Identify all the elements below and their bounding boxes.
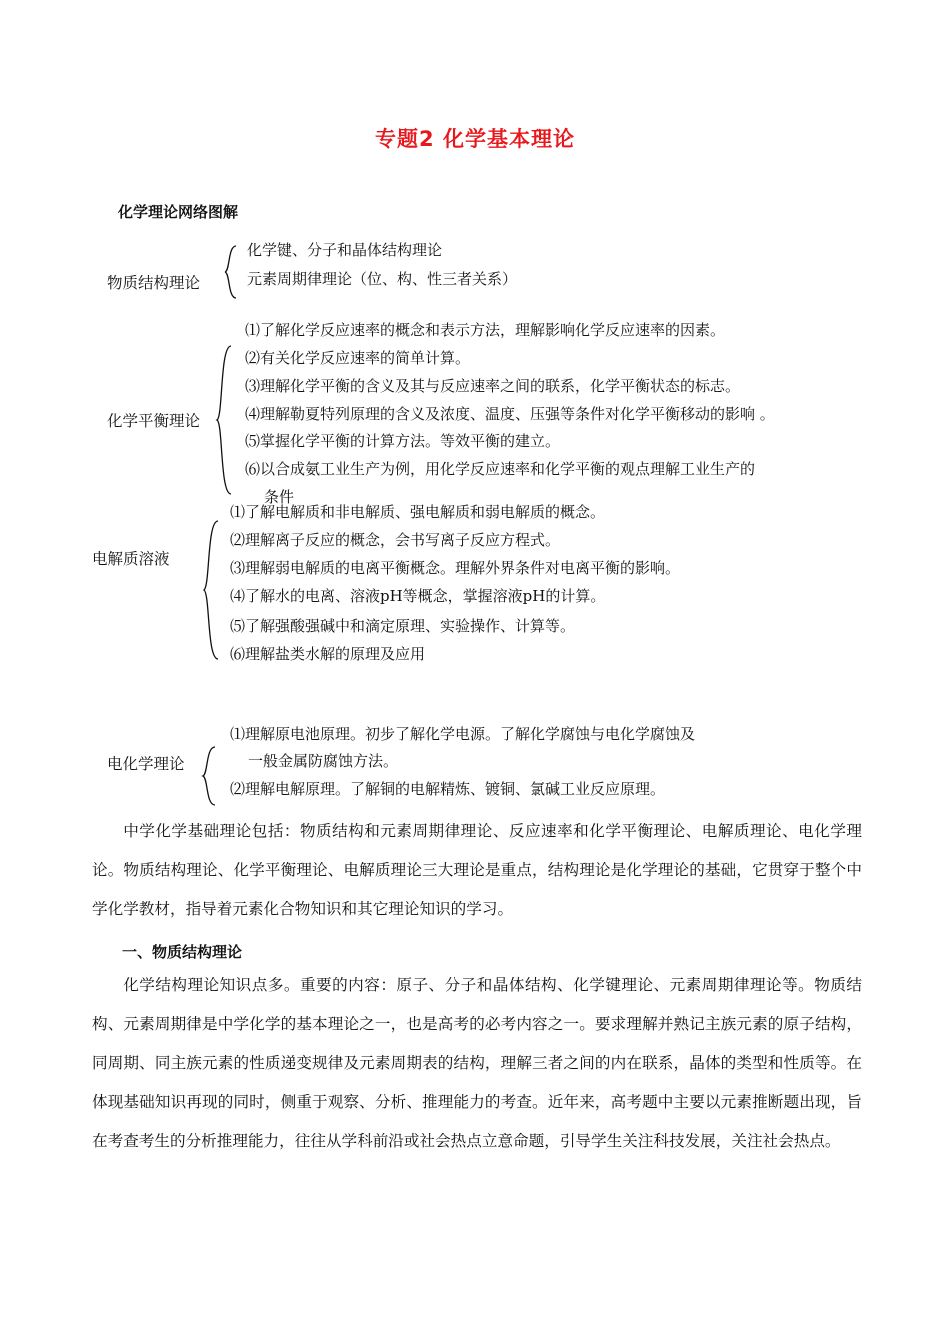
branch-item: ⑷理解勒夏特列原理的含义及浓度、温度、压强等条件对化学平衡移动的影响 。	[245, 405, 775, 423]
electrolyte-list	[230, 500, 850, 663]
intro-paragraph: 中学化学基础理论包括：物质结构和元素周期律理论、反应速率和化学平衡理论、电解质理论、电化学理论。物质结构理论、化学平衡理论、电解质理论三大理论是重点，结构理论是化学理论的基础，它贯穿于整个中学化学教材，指导着元素化合物知识和其它理论知识的学习。	[92, 822, 862, 918]
brace-icon	[202, 746, 218, 806]
branch-item: ⑶理解化学平衡的含义及其与反应速率之间的联系，化学平衡状态的标志。	[245, 377, 741, 395]
branch-item: ⑴理解原电池原理。初步了解化学电源。了解化学腐蚀与电化学腐蚀及	[230, 725, 696, 743]
equilibrium-list	[245, 318, 865, 506]
branch-item: 条件	[264, 488, 295, 506]
brace-icon	[224, 245, 240, 299]
branch-item: ⑹以合成氨工业生产为例，用化学反应速率和化学平衡的观点理解工业生产的	[245, 460, 756, 478]
page-title: 专题2 化学基本理论	[375, 127, 575, 151]
branch-item: ⑵理解电解原理。了解铜的电解精炼、镀铜、氯碱工业反应原理。	[230, 780, 666, 798]
branch-item: ⑴了解电解质和非电解质、强电解质和弱电解质的概念。	[230, 503, 606, 521]
branch-item: ⑸了解强酸强碱中和滴定原理、实验操作、计算等。	[230, 617, 576, 635]
section-paragraph: 化学结构理论知识点多。重要的内容：原子、分子和晶体结构、化学键理论、元素周期律理论等。物质结构、元素周期律是中学化学的基本理论之一，也是高考的必考内容之一。要求理解并熟记主族元素的原子结构，同周期、同主族元素的性质递变规律及元素周期表的结构，理解三者之间的内在联系，晶体的类型和性质等。在体现基础知识再现的同时，侧重于观察、分析、推理能力的考查。近年来，高考题中主要以元素推断题出现，旨在考查考生的分析推理能力，往往从学科前沿或社会热点立意命题，引导学生关注科技发展，关注社会热点。	[92, 976, 862, 1150]
branch-label: 化学平衡理论	[107, 412, 201, 430]
branch-item: 元素周期律理论（位、构、性三者关系）	[247, 270, 518, 288]
branch-item: ⑵有关化学反应速率的简单计算。	[245, 349, 471, 367]
branch-item: 化学键、分子和晶体结构理论	[247, 241, 443, 259]
branch-label: 电解质溶液	[92, 550, 170, 568]
section-heading: 一、物质结构理论	[122, 943, 243, 961]
branch-item: ⑶理解弱电解质的电离平衡概念。理解外界条件对电离平衡的影响。	[230, 559, 681, 577]
branch-item: ⑸掌握化学平衡的计算方法。等效平衡的建立。	[245, 432, 561, 450]
branch-item: ⑴了解化学反应速率的概念和表示方法，理解影响化学反应速率的因素。	[245, 321, 726, 339]
branch-label: 电化学理论	[107, 755, 185, 773]
branch-item: ⑵理解离子反应的概念，会书写离子反应方程式。	[230, 531, 561, 549]
branch-label: 物质结构理论	[107, 274, 201, 292]
map-heading: 化学理论网络图解	[118, 203, 239, 221]
brace-icon	[216, 345, 234, 495]
branch-item: ⑹理解盐类水解的原理及应用	[230, 645, 426, 663]
branch-item: 一般金属防腐蚀方法。	[248, 752, 399, 770]
branch-item: ⑷了解水的电离、溶液pH等概念，掌握溶液pH的计算。	[230, 587, 606, 605]
brace-icon	[203, 520, 221, 660]
